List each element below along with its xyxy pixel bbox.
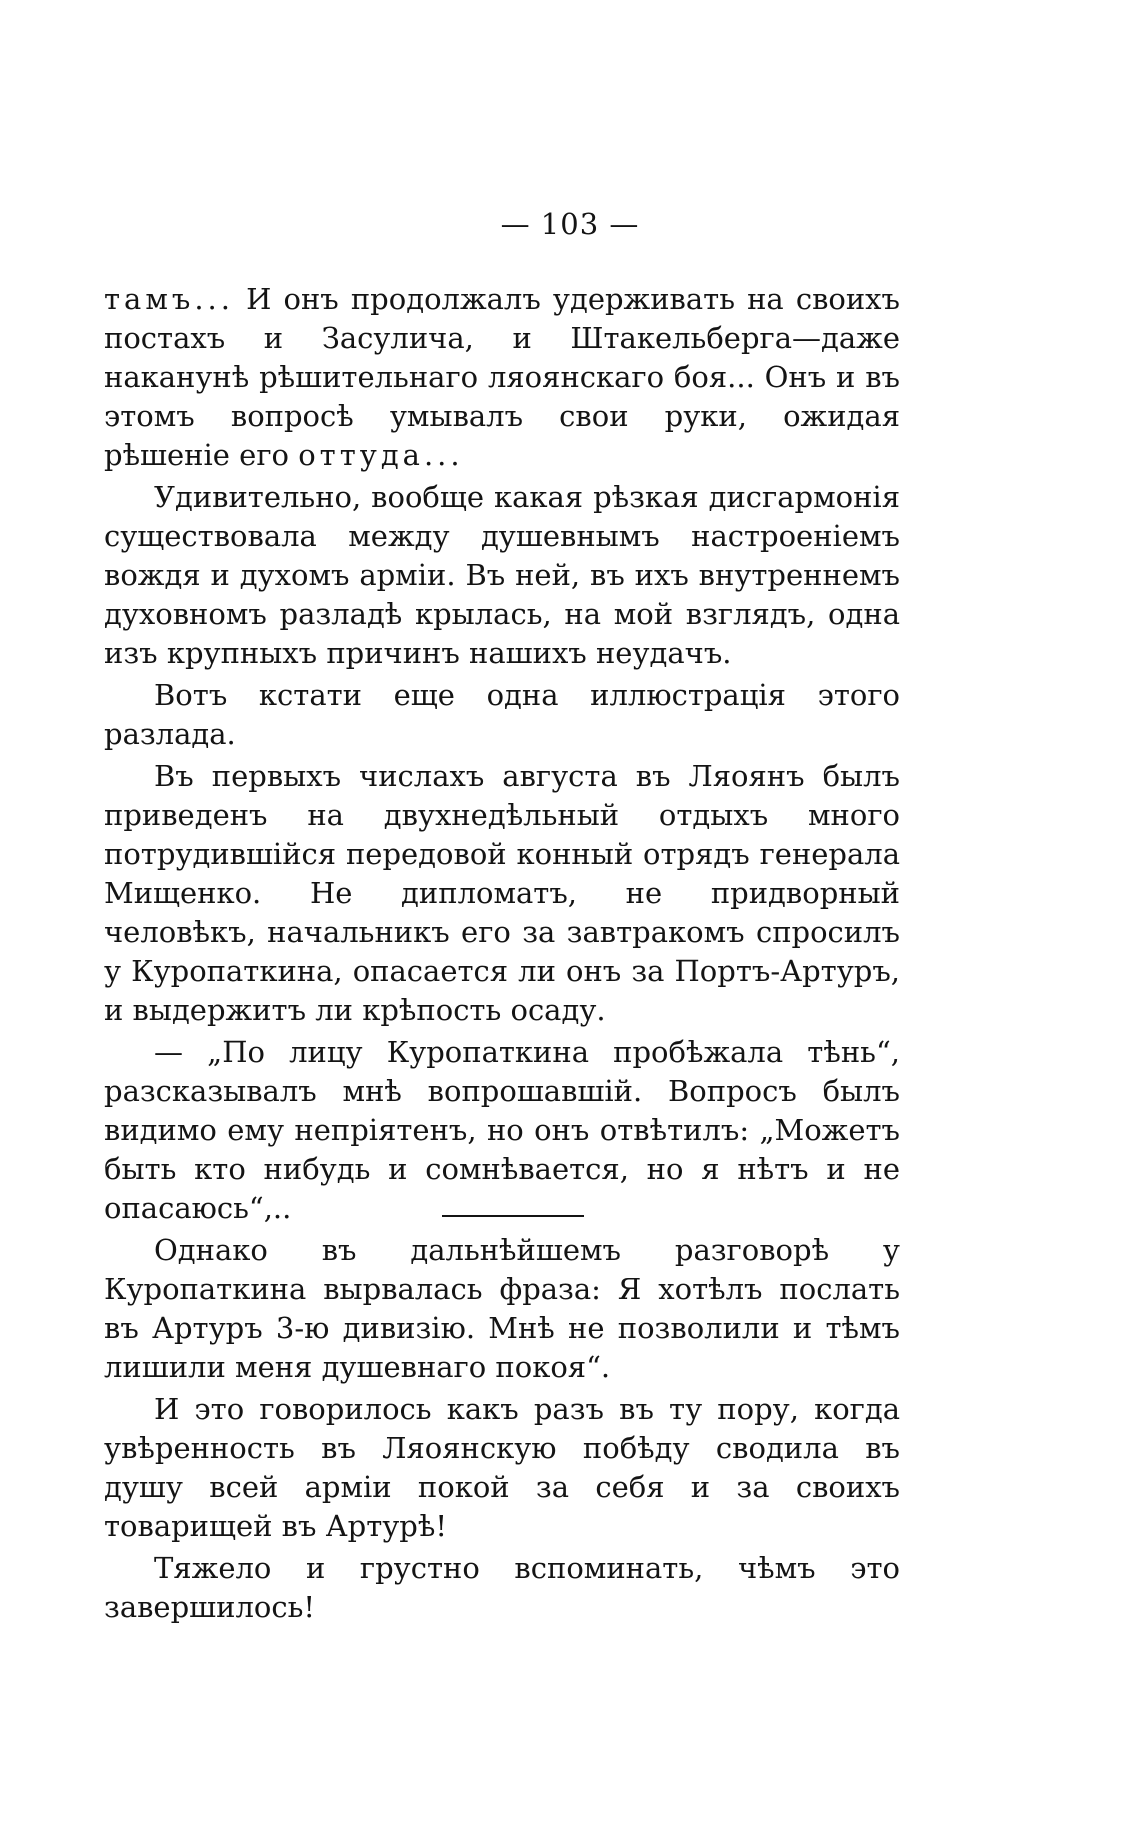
paragraph-7: И это говорилось какъ разъ въ ту пору, когда увѣренность въ Ляоянскую побѣду сводила въ душу всей арміи покой за себя и за своихъ товарищей въ Артурѣ! [104, 1392, 900, 1543]
paragraph-1 [104, 280, 900, 475]
page-number: — 103 — [500, 207, 640, 241]
spaced-word-ottuda: оттуда... [298, 438, 464, 472]
section-end-rule [442, 1215, 584, 1217]
paragraph-2: Удивительно, вообще какая рѣзкая дисгармонія существовала между душевнымъ настроеніемъ вождя и духомъ арміи. Въ ней, въ ихъ внутреннемъ духовномъ разладѣ крылась, на мой взглядъ, одна изъ крупныхъ причинъ нашихъ неудачъ. [104, 480, 900, 670]
paragraph-4: Въ первыхъ числахъ августа въ Ляоянъ былъ приведенъ на двухнедѣльный отдыхъ много потрудившійся передовой конный отрядъ генерала Мищенко. Не дипломатъ, не придворный человѣкъ, начальникъ его за завтракомъ спросилъ у Куропаткина, опасается ли онъ за Портъ-Артуръ, и выдержитъ ли крѣпость осаду. [104, 759, 900, 1027]
paragraph-1-text: И онъ продолжалъ удерживать на своихъ постахъ и Засулича, и Штакельберга—даже наканунѣ рѣшительнаго ляоянскаго боя... Онъ и въ этомъ вопросѣ умывалъ свои руки, ожидая рѣшеніе его [104, 282, 900, 472]
spaced-word-tamъ: тамъ... [104, 282, 234, 316]
paragraph-3: Вотъ кстати еще одна иллюстрація этого разлада. [104, 678, 900, 751]
page-text [104, 280, 900, 1630]
paragraph-5: — „По лицу Куропаткина пробѣжала тѣнь“, разсказывалъ мнѣ вопрошавшій. Вопросъ былъ видимо ему непріятенъ, но онъ отвѣтилъ: „Можетъ быть кто нибудь и сомнѣвается, но я нѣтъ и не опасаюсь“,.. [104, 1035, 900, 1225]
paragraph-6: Однако въ дальнѣйшемъ разговорѣ у Куропаткина вырвалась фраза: Я хотѣлъ послать въ Артуръ 3-ю дивизію. Мнѣ не позволили и тѣмъ лишили меня душевнаго покоя“. [104, 1233, 900, 1384]
paragraph-8: Тяжело и грустно вспоминать, чѣмъ это завершилось! [104, 1551, 900, 1624]
